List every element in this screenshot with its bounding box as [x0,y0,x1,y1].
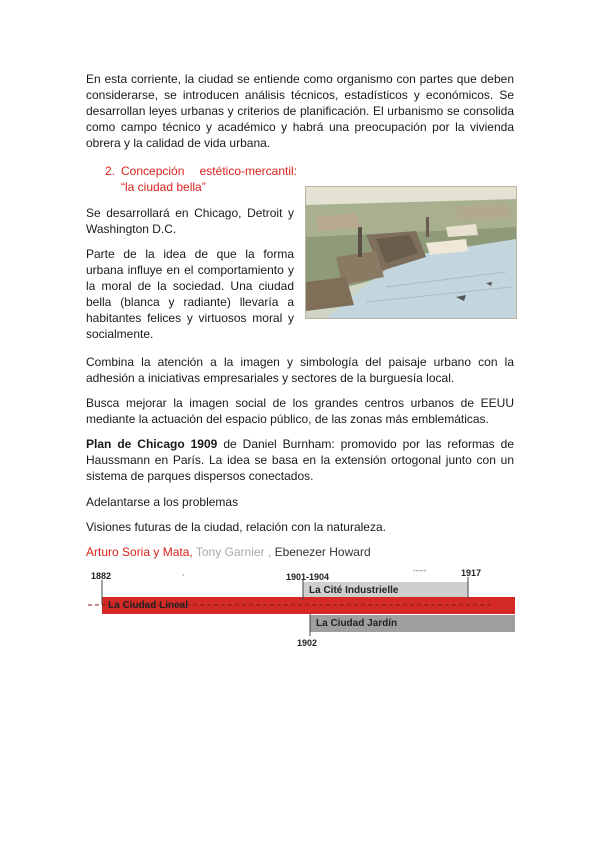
author-howard: Ebenezer Howard [274,545,371,559]
year-1902: 1902 [297,638,318,648]
svg-text:-----: ----- [413,566,427,575]
svg-text:,: , [182,568,185,577]
cities-paragraph: Se desarrollará en Chicago, Detroit y Washington D.C. [86,206,294,236]
label-ciudad-lineal: La Ciudad Lineal [108,600,189,611]
visiones-paragraph: Visiones futuras de la ciudad, relación con la naturaleza. [86,520,386,534]
combina-paragraph: Combina la atención a la imagen y simbología del paisaje urbano con la adhesión a iniciativas empresariales y sectores de la burguesía local. [86,355,514,385]
label-ciudad-jardin: La Ciudad Jardín [316,618,398,629]
heading-number: 2. [105,164,116,178]
author-soria: Arturo Soria y Mata, [86,545,193,559]
plan-bold: Plan de Chicago 1909 [86,437,218,451]
adelantarse-paragraph: Adelantarse a los problemas [86,495,239,509]
heading-line2: “la ciudad bella” [121,180,206,194]
busca-paragraph: Busca mejorar la imagen social de los grandes centros urbanos de EEUU mediante la actuación del espacio público, de las zonas más emblemáticas. [86,396,514,426]
year-1882: 1882 [91,571,112,581]
year-1901-1904: 1901-1904 [286,572,330,582]
plan-rest: de Daniel Burnham: promovido por las reformas de Haussmann en París. La idea se basa en la extensión ortogonal junto con un sistema de parques dispersos conectados. [86,437,515,483]
year-1917: 1917 [461,568,482,578]
author-garnier: Tony Garnier , [195,545,272,559]
heading-line1: Concepción estético-mercantil: [121,164,297,178]
label-cite-industrielle: La Cité Industrielle [309,585,399,596]
idea-paragraph: Parte de la idea de que la forma urbana influye en el comportamiento y la moral de la sociedad. Una ciudad bella (blanca y radiante) llevaría a habitantes felices y virtuosos moral y socialmente. [86,247,294,341]
intro-paragraph: En esta corriente, la ciudad se entiende como organismo con partes que deben considerarse, se introducen análisis técnicos, estadísticos y económicos. Se desarrollan leyes urbanas y criterios de planificación. El urbanismo se consolida como campo técnico y académico y habrá una preocupación por la vivienda obrera y la calidad de vida urbana. [86,72,514,150]
